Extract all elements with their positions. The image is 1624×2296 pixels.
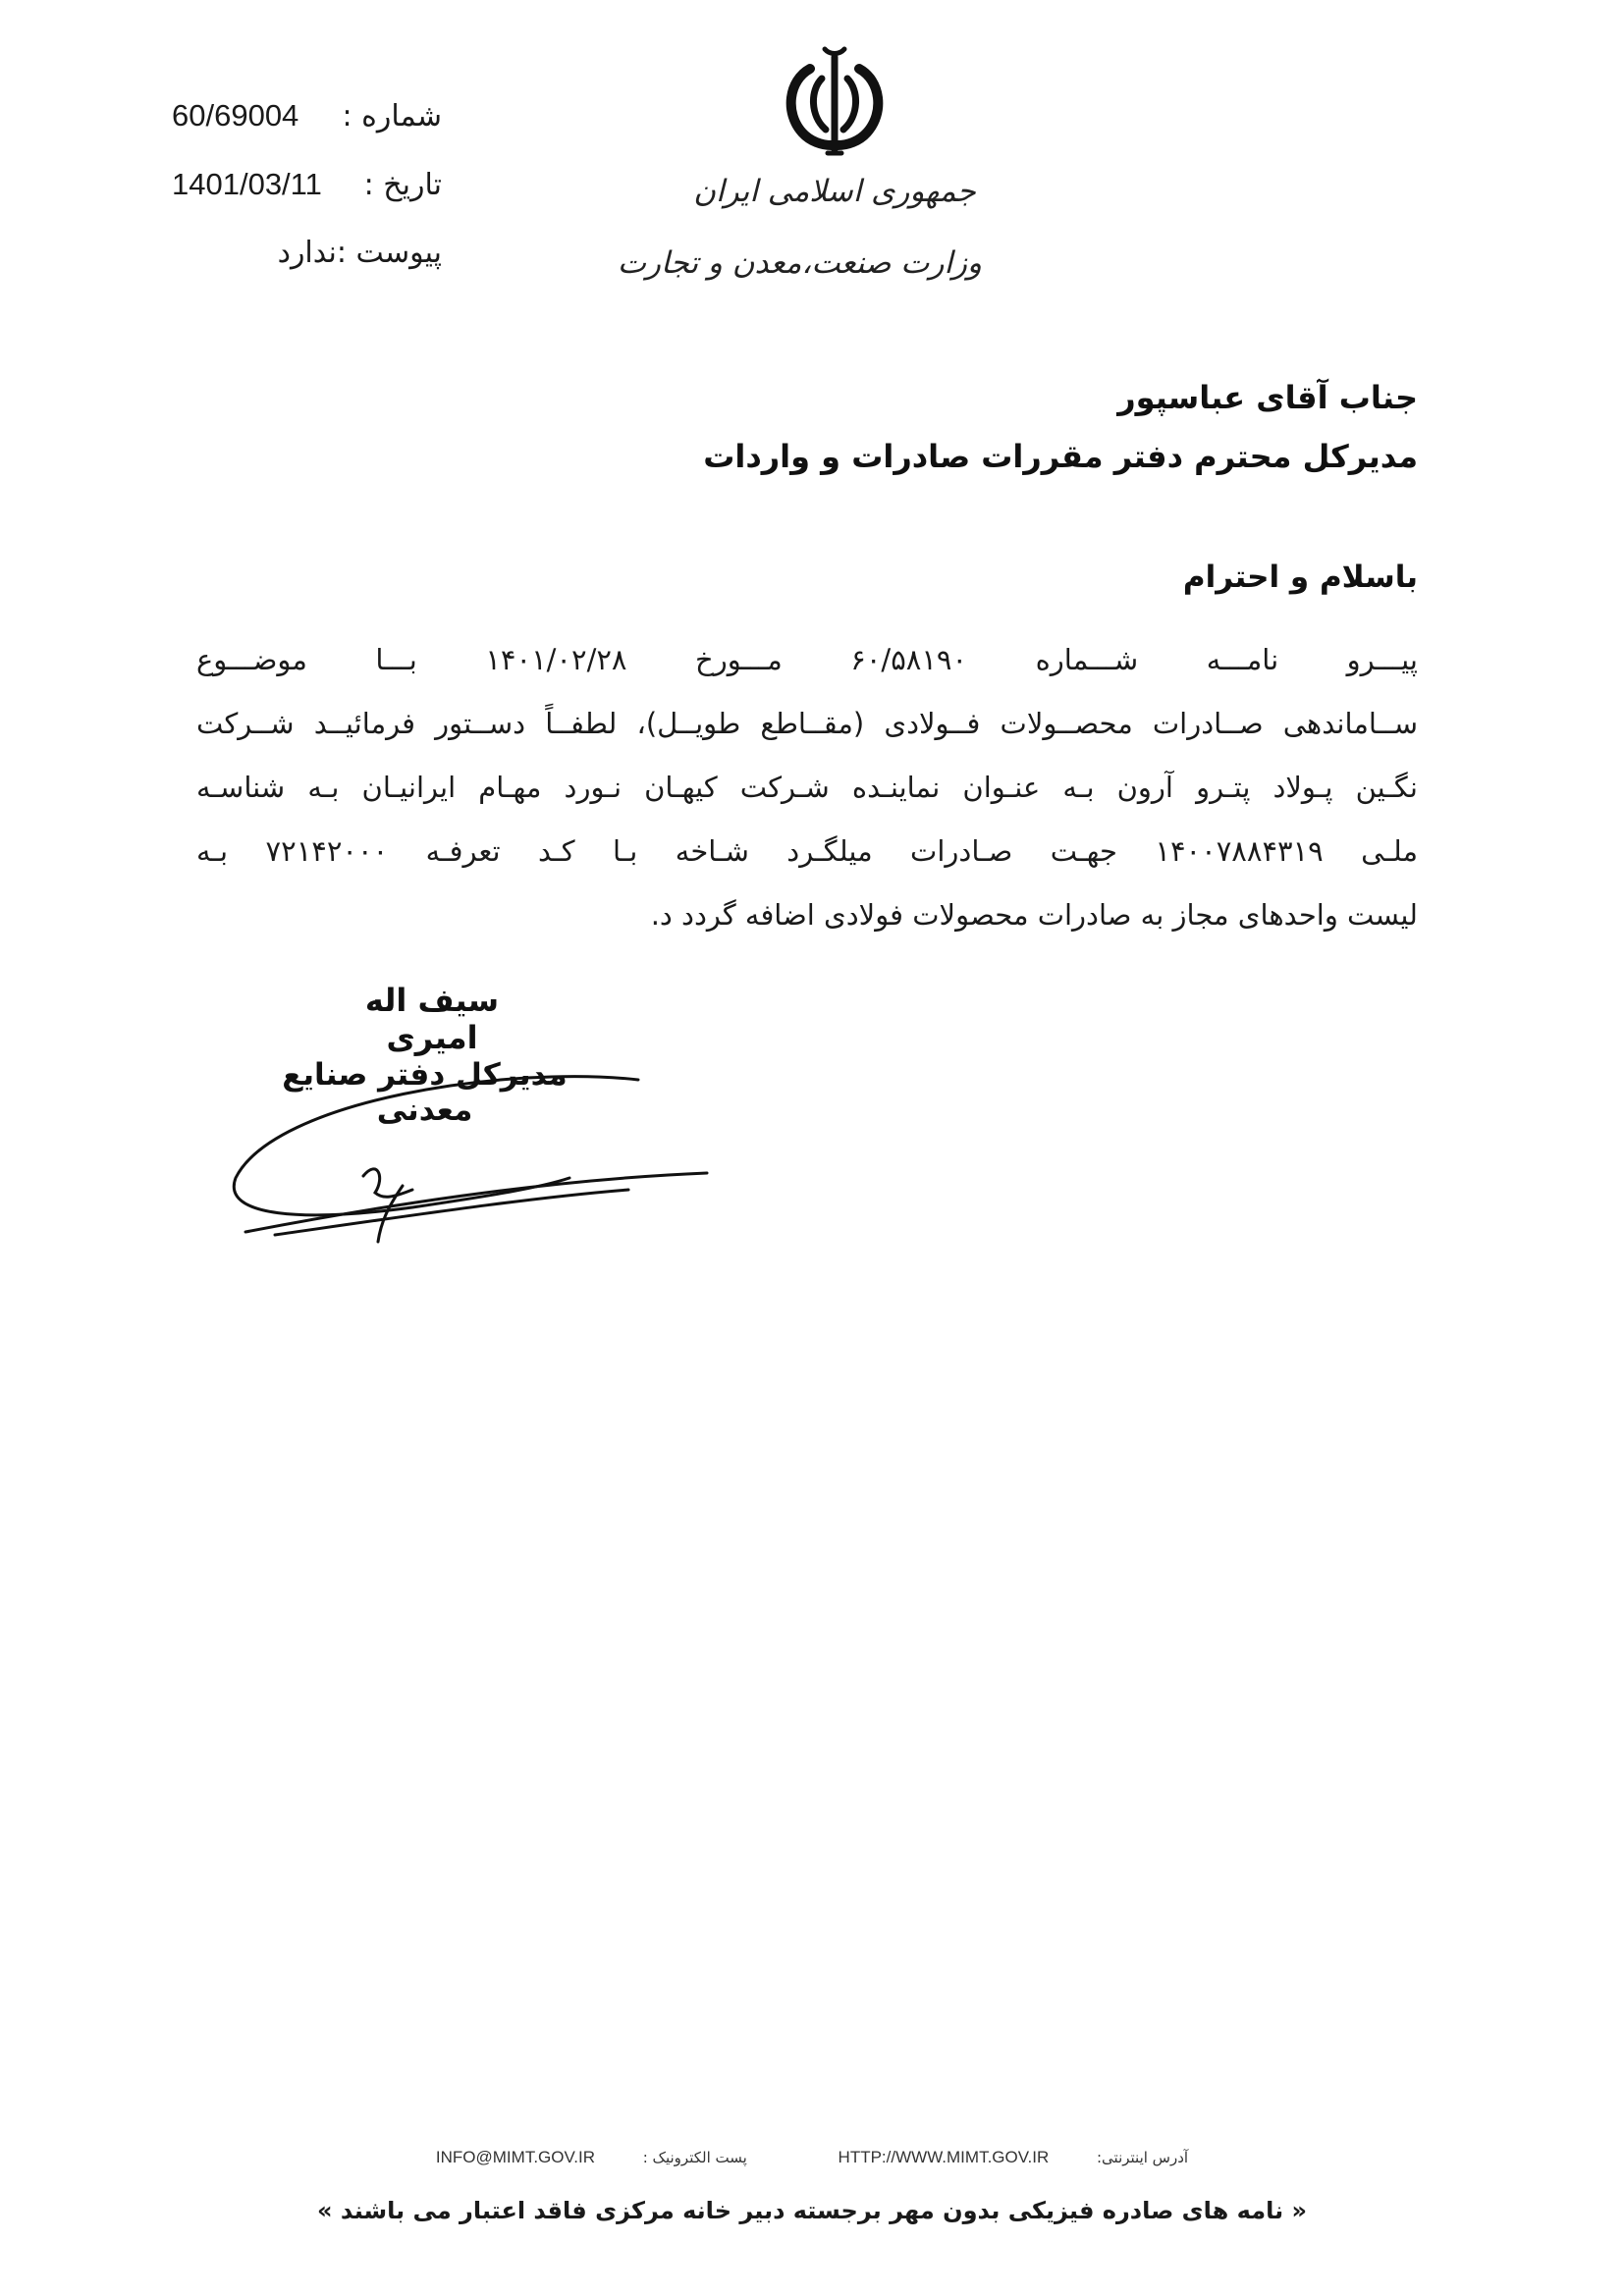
letter-number-row xyxy=(172,98,442,167)
iran-emblem-icon xyxy=(771,39,898,162)
recipient-name: جناب آقای عباسپور xyxy=(1117,379,1418,416)
footer-validity-note: « نامه های صادره فیزیکی بدون مهر برجسته دبیر خانه مرکزی فاقد اعتبار می باشند » xyxy=(317,2197,1307,2224)
body-line: ملـی ۱۴۰۰۷۸۸۴۳۱۹ جهـت صـادرات میلگـرد شـاخه بـا کـد تعرفـه ۷۲۱۴۲۰۰۰ بـه xyxy=(196,834,1418,868)
footer-email xyxy=(414,2148,769,2167)
signer-title: مدیرکل دفتر صنایع معدنی xyxy=(282,1057,568,1128)
letter-meta xyxy=(172,98,442,304)
handwritten-signature xyxy=(216,1060,727,1247)
footer-email-value: INFO@MIMT.GOV.IR xyxy=(435,2148,595,2166)
letter-date-row xyxy=(172,167,442,236)
body-line: لیست واحدهای مجاز به صادرات محصولات فولادی اضافه گردد د. xyxy=(650,898,1418,932)
letter-attachment: پیوست :ندارد xyxy=(277,236,442,270)
greeting: باسلام و احترام xyxy=(1182,560,1418,595)
footer-website-label: آدرس اینترنتی: xyxy=(1096,2149,1189,2166)
letter-number-label: شماره : xyxy=(342,99,442,133)
footer-contacts xyxy=(0,2148,1624,2167)
footer-website xyxy=(817,2148,1211,2167)
letter-body xyxy=(196,628,1418,947)
emblem-country-name: جمهوری اسلامی ایران xyxy=(693,174,976,209)
emblem-ministry-name: وزارت صنعت،معدن و تجارت xyxy=(617,245,982,281)
recipient-title: مدیرکل محترم دفتر مقررات صادرات و واردات xyxy=(703,438,1418,475)
footer-email-label: پست الکترونیک : xyxy=(642,2149,747,2166)
body-line: نگـین پـولاد پتـرو آرون بـه عنـوان نماینـده شـرکت کیهـان نـورد مهـام ایرانیـان بـه شناسـه xyxy=(196,771,1418,804)
letter-number-value: 60/69004 xyxy=(172,98,299,133)
letter-date-value: 1401/03/11 xyxy=(172,167,322,201)
body-line: ســاماندهی صــادرات محصــولات فــولادی (مقــاطع طویــل)، لطفــاً دســتور فرمائیــد شــرکت xyxy=(196,707,1418,740)
body-line: پیـــرو نامـــه شـــماره ۶۰/۵۸۱۹۰ مـــورخ ۱۴۰۱/۰۲/۲۸ بـــا موضـــوع xyxy=(196,643,1418,676)
footer-website-value: HTTP://WWW.MIMT.GOV.IR xyxy=(838,2148,1050,2166)
ministry-emblem xyxy=(617,39,982,314)
letter-date-label: تاریخ : xyxy=(363,168,442,202)
signer-name: سیف اله امیری xyxy=(364,982,500,1056)
letter-attachment-row xyxy=(172,236,442,304)
recipient-block xyxy=(703,368,1418,486)
